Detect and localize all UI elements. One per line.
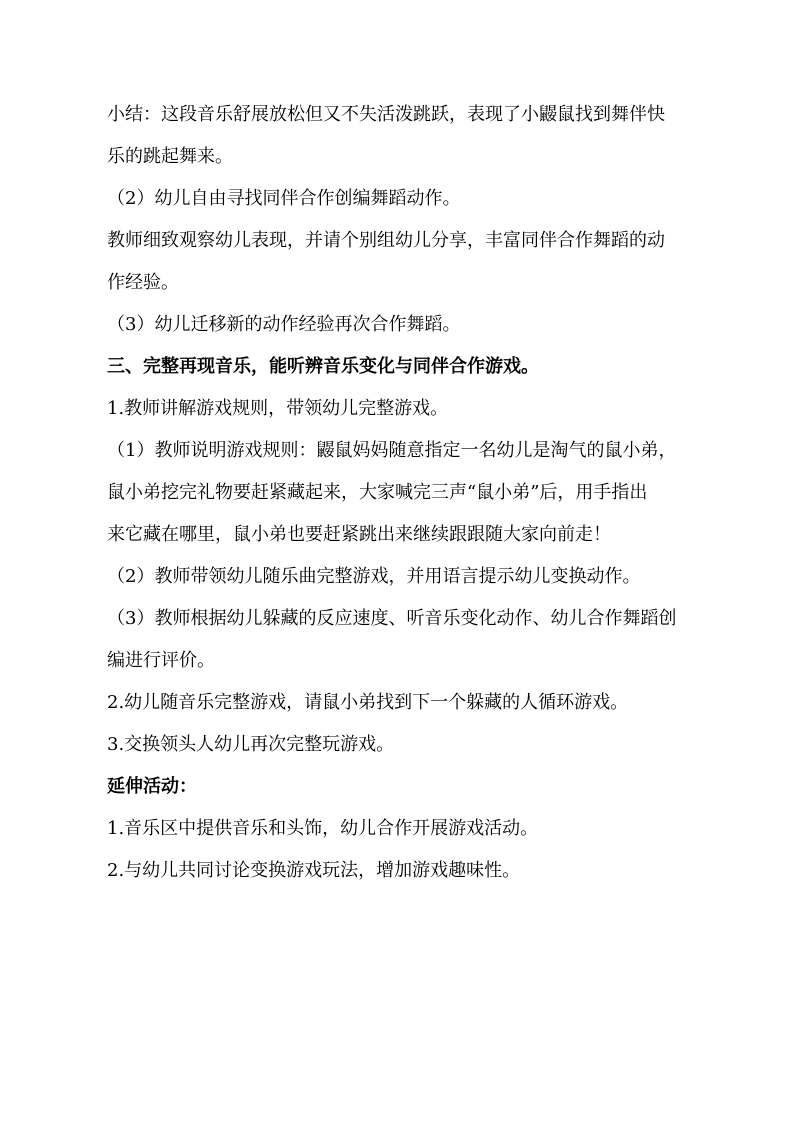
lead-game-line: （2）教师带领幼儿随乐曲完整游戏，并用语言提示幼儿变换动作。 [107,566,641,587]
step-3-line: （3）幼儿迁移新的动作经验再次合作舞蹈。 [107,314,461,335]
step-2-line: （2）幼儿自由寻找同伴合作创编舞蹈动作。 [107,188,461,209]
extension-heading: 延伸活动： [107,776,197,797]
teacher-observe-line-1: 教师细致观察幼儿表现，并请个别组幼儿分享，丰富同伴合作舞蹈的动 [107,230,665,251]
section-3-heading: 三、完整再现音乐，能听辨音乐变化与同伴合作游戏。 [107,356,539,377]
extension-item-2: 2.与幼儿共同讨论变换游戏玩法，增加游戏趣味性。 [107,860,521,881]
evaluate-line-2: 编进行评价。 [107,650,215,671]
item-2-line: 2.幼儿随音乐完整游戏，请鼠小弟找到下一个躲藏的人循环游戏。 [107,692,629,713]
summary-line-2: 乐的跳起舞来。 [107,146,233,167]
item-3-line: 3.交换领头人幼儿再次完整玩游戏。 [107,734,395,755]
rules-line-1: （1）教师说明游戏规则：鼹鼠妈妈随意指定一名幼儿是淘气的鼠小弟， [107,440,677,461]
evaluate-line-1: （3）教师根据幼儿躲藏的反应速度、听音乐变化动作、幼儿合作舞蹈创 [107,608,677,629]
item-1-line: 1.教师讲解游戏规则，带领幼儿完整游戏。 [107,398,449,419]
rules-line-3: 来它藏在哪里，鼠小弟也要赶紧跳出来继续跟跟随大家向前走！ [107,524,611,545]
summary-line-1: 小结：这段音乐舒展放松但又不失活泼跳跃，表现了小鼹鼠找到舞伴快 [107,104,665,125]
rules-line-2: 鼠小弟挖完礼物要赶紧藏起来，大家喊完三声“鼠小弟”后，用手指出 [107,482,648,503]
extension-item-1: 1.音乐区中提供音乐和头饰，幼儿合作开展游戏活动。 [107,818,539,839]
teacher-observe-line-2: 作经验。 [107,272,179,293]
